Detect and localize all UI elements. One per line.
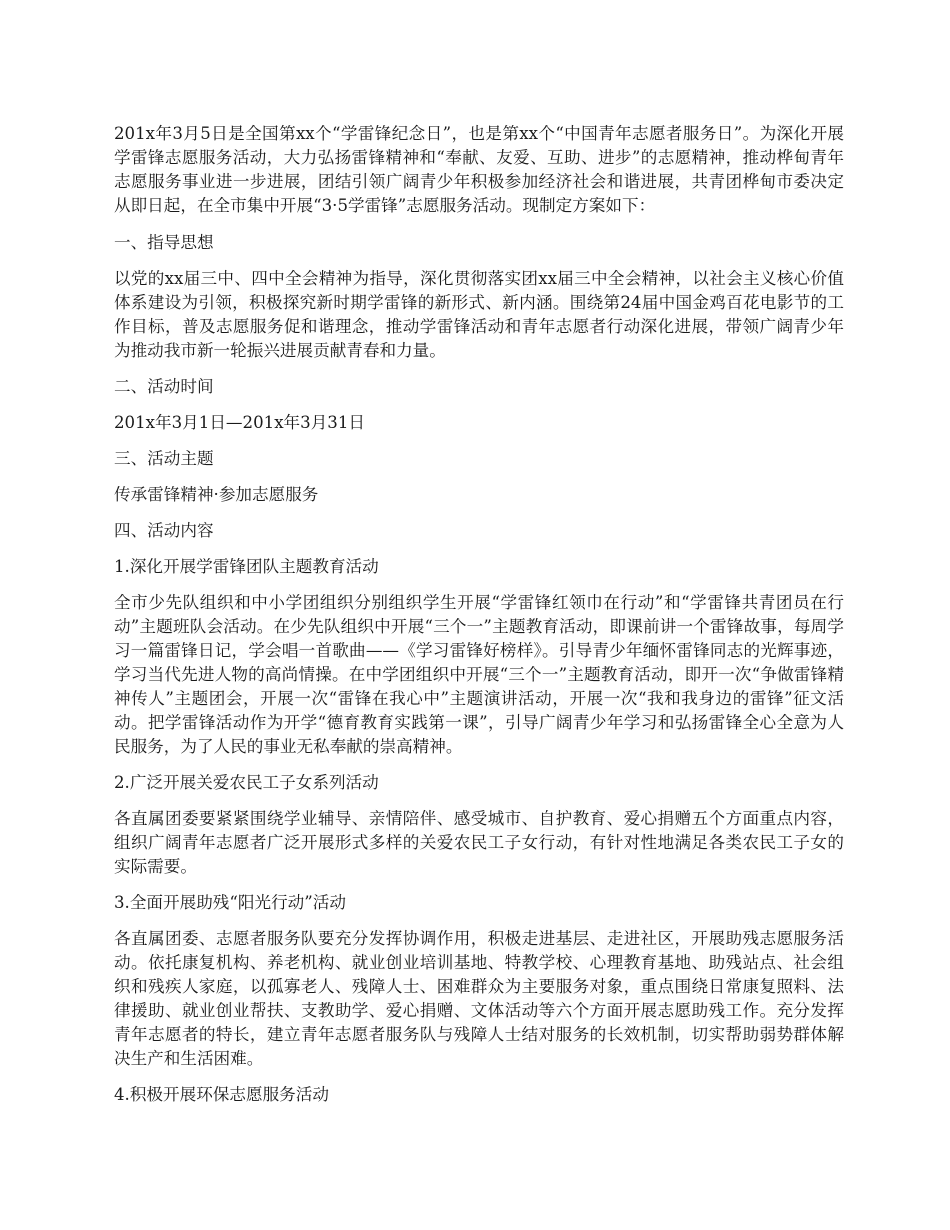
item-heading-2: 2.广泛开展关爱农民工子女系列活动 [114, 773, 379, 792]
section-body-activity-theme: 传承雷锋精神·参加志愿服务 [114, 485, 319, 504]
section-heading-activity-time: 二、活动时间 [114, 377, 214, 396]
item-body-3: 各直属团委、志愿者服务队要充分发挥协调作用，积极走进基层、走进社区，开展助残志愿服务活动。依托康复机构、养老机构、就业创业培训基地、特教学校、心理教育基地、助残站点、社会组织和残疾人家庭，以孤寡老人、残障人士、困难群众为主要服务对象，重点围绕日常康复照料、法律援助、就业创业帮扶、支教助学、爱心捐赠、文体活动等六个方面开展志愿助残工作。充分发挥青年志愿者的特长，建立青年志愿者服务队与残障人士结对服务的长效机制，切实帮助弱势群体解决生产和生活困难。 [114, 929, 844, 1068]
intro-paragraph: 201x年3月5日是全国第xx个“学雷锋纪念日”，也是第xx个“中国青年志愿者服务日”。为深化开展学雷锋志愿服务活动，大力弘扬雷锋精神和“奉献、友爱、互助、进步”的志愿精神，推动桦甸青年志愿服务事业进一步进展，团结引领广阔青少年积极参加经济社会和谐进展，共青团桦甸市委决定从即日起，在全市集中开展“3·5学雷锋”志愿服务活动。现制定方案如下： [114, 124, 844, 215]
item-body-2: 各直属团委要紧紧围绕学业辅导、亲情陪伴、感受城市、自护教育、爱心捐赠五个方面重点内容，组织广阔青年志愿者广泛开展形式多样的关爱农民工子女行动，有针对性地满足各类农民工子女的实际需要。 [114, 809, 844, 876]
document-page [114, 122, 844, 1119]
item-body-1: 全市少先队组织和中小学团组织分别组织学生开展“学雷锋红领巾在行动”和“学雷锋共青团员在行动”主题班队会活动。在少先队组织中开展“三个一”主题教育活动，即课前讲一个雷锋故事，每周学习一篇雷锋日记，学会唱一首歌曲——《学习雷锋好榜样》。引导青少年缅怀雷锋同志的光辉事迹，学习当代先进人物的高尚情操。在中学团组织中开展“三个一”主题教育活动，即开一次“争做雷锋精神传人”主题团会，开展一次“雷锋在我心中”主题演讲活动，开展一次“我和我身边的雷锋”征文活动。把学雷锋活动作为开学“德育教育实践第一课”，引导广阔青少年学习和弘扬雷锋全心全意为人民服务，为了人民的事业无私奉献的崇高精神。 [114, 593, 844, 756]
section-heading-activity-content: 四、活动内容 [114, 521, 214, 540]
section-heading-guiding-ideology: 一、指导思想 [114, 233, 214, 252]
item-heading-4: 4.积极开展环保志愿服务活动 [114, 1085, 329, 1104]
section-body-guiding-ideology: 以党的xx届三中、四中全会精神为指导，深化贯彻落实团xx届三中全会精神，以社会主义核心价值体系建设为引领，积极探究新时期学雷锋的新形式、新内涵。围绕第24届中国金鸡百花电影节的工作目标，普及志愿服务促和谐理念，推动学雷锋活动和青年志愿者行动深化进展，带领广阔青少年为推动我市新一轮振兴进展贡献青春和力量。 [114, 269, 844, 360]
item-heading-1: 1.深化开展学雷锋团队主题教育活动 [114, 557, 379, 576]
section-body-activity-time: 201x年3月1日—201x年3月31日 [114, 413, 366, 432]
item-heading-3: 3.全面开展助残“阳光行动”活动 [114, 893, 346, 912]
section-heading-activity-theme: 三、活动主题 [114, 449, 214, 468]
